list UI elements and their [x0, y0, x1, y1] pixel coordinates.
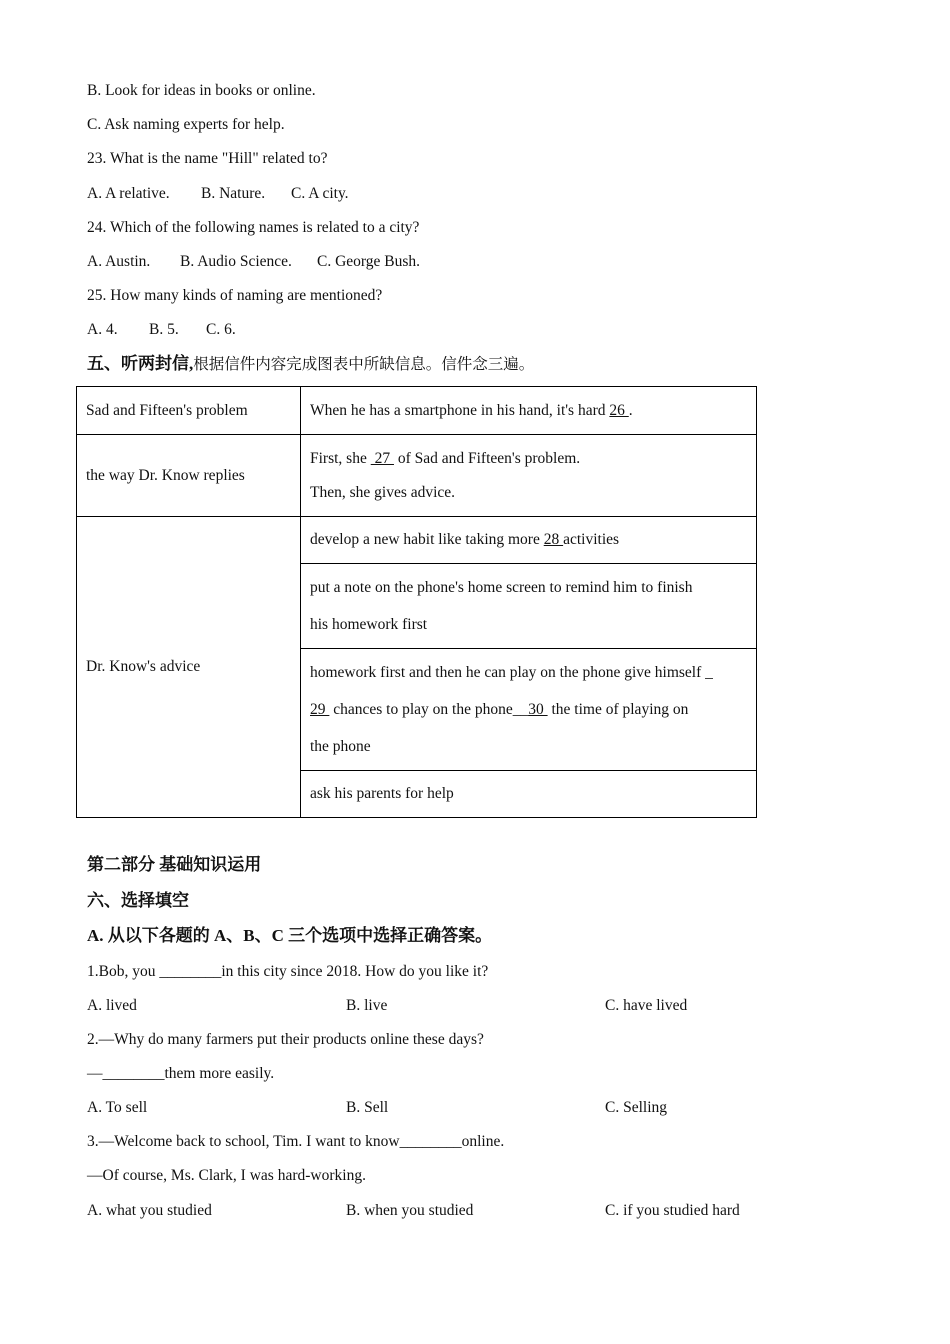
table-cell: ask his parents for help	[301, 771, 757, 818]
option-a: A. A relative.	[87, 185, 170, 202]
question-1-options	[87, 996, 807, 1016]
question-25-stem: 25. How many kinds of naming are mentioned?	[87, 287, 383, 304]
question-24-stem: 24. Which of the following names is related to a city?	[87, 219, 420, 236]
question-25-options	[87, 320, 807, 340]
table-row-label: the way Dr. Know replies	[77, 435, 301, 517]
table-cell: homework first and then he can play on the phone give himself _ 29 chances to play on the phone__30 the time of playing on the phone	[301, 649, 757, 771]
question-23-options	[87, 184, 807, 204]
blank-28: 28	[543, 531, 564, 548]
section-6-heading: 六、选择填空	[87, 891, 189, 910]
question-2-options	[87, 1098, 807, 1118]
option-b: B. 5.	[149, 321, 179, 338]
option-c: C. if you studied hard	[605, 1202, 740, 1219]
option-b: B. Sell	[346, 1099, 389, 1116]
table-row	[77, 517, 757, 564]
option-b: B. Audio Science.	[180, 253, 292, 270]
option-b: B. Nature.	[201, 185, 266, 202]
question-1-stem: 1.Bob, you ________in this city since 2018. How do you like it?	[87, 963, 489, 980]
option-c: C. A city.	[291, 185, 349, 202]
subsection-a-instruction: A. 从以下各题的 A、B、C 三个选项中选择正确答案。	[87, 926, 493, 945]
table-row-label: Sad and Fifteen's problem	[77, 387, 301, 435]
section-5-title	[87, 354, 534, 375]
option-a: A. lived	[87, 997, 137, 1014]
table-cell: First, she 27 of Sad and Fifteen's problem. Then, she gives advice.	[301, 435, 757, 517]
blank-26: 26	[609, 401, 629, 419]
blank-29: 29	[310, 701, 330, 718]
option-a: A. 4.	[87, 321, 118, 338]
option-c-ask-experts: C. Ask naming experts for help.	[87, 116, 285, 133]
option-b: B. live	[346, 997, 388, 1014]
section-5-instruction: 根据信件内容完成图表中所缺信息。信件念三遍。	[193, 356, 535, 373]
table-cell: develop a new habit like taking more 28 activities	[301, 517, 757, 564]
table-cell: put a note on the phone's home screen to remind him to finish his homework first	[301, 564, 757, 649]
question-3-stem: 3.—Welcome back to school, Tim. I want to know________online.	[87, 1133, 505, 1150]
option-b: B. when you studied	[346, 1202, 474, 1219]
option-a: A. To sell	[87, 1099, 148, 1116]
table-row	[77, 387, 757, 435]
question-3-options	[87, 1201, 807, 1221]
question-23-stem: 23. What is the name "Hill" related to?	[87, 150, 328, 167]
option-c: C. Selling	[605, 1099, 668, 1116]
option-c: C. have lived	[605, 997, 688, 1014]
table-row	[77, 435, 757, 517]
blank-27: 27	[370, 449, 394, 467]
part-2-heading: 第二部分 基础知识运用	[87, 855, 262, 874]
option-b-look-for-ideas: B. Look for ideas in books or online.	[87, 82, 316, 99]
blank-30: 30	[528, 701, 548, 718]
option-c: C. 6.	[206, 321, 236, 338]
question-3-line-2: —Of course, Ms. Clark, I was hard-working.	[87, 1167, 366, 1184]
table-row-label: Dr. Know's advice	[77, 517, 301, 818]
option-a: A. what you studied	[87, 1202, 212, 1219]
option-c: C. George Bush.	[317, 253, 421, 270]
section-5-heading: 五、听两封信,	[87, 354, 194, 373]
info-table	[76, 386, 757, 818]
option-a: A. Austin.	[87, 253, 151, 270]
table-cell: When he has a smartphone in his hand, it's hard 26 .	[301, 387, 757, 435]
question-24-options	[87, 252, 807, 272]
question-2-line-2: —________them more easily.	[87, 1065, 275, 1082]
question-2-stem: 2.—Why do many farmers put their products online these days?	[87, 1031, 484, 1048]
